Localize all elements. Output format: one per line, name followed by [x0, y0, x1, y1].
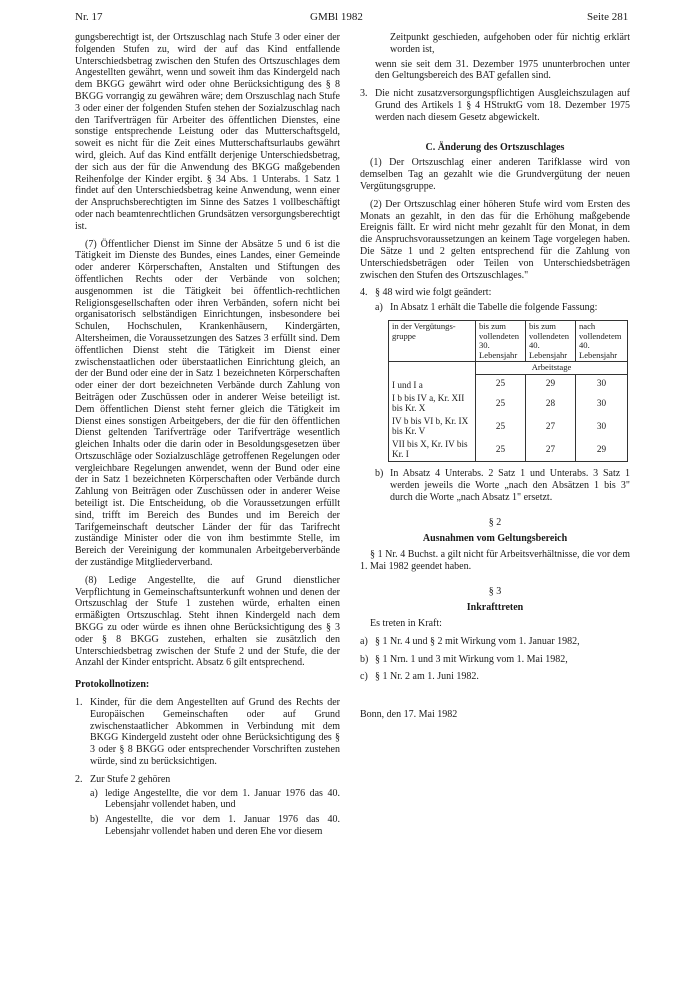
section-c-paragraph-1: (1) Der Ortszuschlag einer anderen Tarifklasse wird von demselben Tag an gezahlt wie die Grundvergütung der neuen Vergütungsgruppe.	[360, 157, 630, 192]
table-header-over-40: nach vollendetem 40. Lebensjahr	[575, 320, 627, 361]
section-3-item-c-letter: c)	[360, 671, 368, 683]
signature-date: Bonn, den 17. Mai 1982	[360, 709, 458, 721]
section-3-item-a-text: § 1 Nr. 4 und § 2 mit Wirkung vom 1. Januar 1982,	[375, 635, 580, 647]
table-header-age-40: bis zum vollendeten 40. Lebensjahr	[525, 320, 575, 361]
journal-title: GMBl 1982	[310, 11, 363, 23]
section-3-item-c-text: § 1 Nr. 2 am 1. Juni 1982.	[375, 671, 479, 683]
table-cell-value: 30	[575, 415, 627, 438]
paragraph-8: (8) Ledige Angestellte, die auf Grund dienstlicher Verpflichtung in Gemeinschaftsunterkunft wohnen und denen der Ortszuschlag der Stufe 1 zustehen würde, erhalten einen ermäßigten Ortszuschlag. Steht ihnen Kindergeld nach dem BKGG zu oder würde es ihnen ohne Berücksichtigung des § 3 oder § 8 BKGG zustehen, erhalten sie zusätzlich den Unterschiedsbetrag zwischen der Stufe 2 und der Stufe, die der Anzahl der Kinder entspricht. Absatz 6 gilt entsprechend.	[75, 574, 340, 669]
table-cell-value: 25	[476, 374, 526, 392]
item-4a-letter: a)	[375, 302, 383, 314]
section-2-number: § 2	[488, 517, 502, 529]
item-4-number: 4.	[360, 287, 368, 299]
note-2a	[75, 788, 340, 812]
table-cell-group: I und I a	[389, 374, 476, 392]
table-cell-value: 29	[575, 438, 627, 462]
item-4a-text: In Absatz 1 erhält die Tabelle die folgende Fassung:	[390, 302, 598, 314]
section-3-item-b	[360, 654, 630, 666]
item-4	[360, 287, 630, 299]
table-header-group: in der Vergütungs-gruppe	[389, 320, 476, 361]
note-3-text: Die nicht zusatzversorgungspflichtigen Ausgleichszulagen auf Grund des Artikels 1 § 4 HStruktG vom 18. Dezember 1975 werden nach diesem Gesetz abgewickelt.	[375, 88, 630, 123]
left-column	[75, 32, 340, 838]
note-2-text: Zur Stufe 2 gehören	[90, 773, 171, 785]
table-group-spacer	[389, 362, 476, 375]
item-4a	[360, 302, 630, 314]
section-c-paragraph-2: (2) Der Ortszuschlag einer höheren Stufe wird vom Ersten des Monats an gezahlt, in den das für die Erhöhung maßgebende Ereignis fällt. Er wird nicht mehr gezahlt für den Monat, in dem die Anspruchsvoraussetzungen an keinem Tage vorgelegen haben. Die Sätze 1 und 2 gelten entsprechend für die Zahlung von Unterschiedsbeträgen oder Teilen von Unterschiedsbeträgen zwischen den Stufen des Ortszuschlages."	[360, 198, 630, 281]
note-1	[75, 697, 340, 768]
section-c-heading: C. Änderung des Ortszuschlages	[425, 141, 565, 153]
note-2-closing: wenn sie seit dem 31. Dezember 1975 ununterbrochen unter den Geltungsbereich des BAT gefallen sind.	[375, 58, 630, 82]
protocol-notes-heading: Protokollnotizen:	[75, 679, 150, 691]
table-row	[389, 438, 628, 462]
table-unit-label: Arbeitstage	[476, 362, 628, 375]
section-3-item-b-text: § 1 Nrn. 1 und 3 mit Wirkung vom 1. Mai 1982,	[375, 653, 568, 665]
note-3-number: 3.	[360, 88, 368, 100]
section-2-text: § 1 Nr. 4 Buchst. a gilt nicht für Arbeitsverhältnisse, die vor dem 1. Mai 1982 geendet haben.	[360, 548, 630, 572]
table-cell-value: 27	[525, 438, 575, 462]
note-2a-text: ledige Angestellte, die vor dem 1. Januar 1976 das 40. Lebensjahr vollendet haben, und	[105, 787, 340, 811]
note-2	[75, 774, 340, 786]
section-3-item-a	[360, 636, 630, 648]
note-2b	[75, 814, 340, 838]
note-1-text: Kinder, für die dem Angestellten auf Grund des Rechts der Europäischen Gemeinschaften oder auf Grund zwischenstaatlicher Abkommen in Verbindung mit dem BKGG Kindergeld zusteht oder ohne Berücksichtigung des § 3 oder § 8 BKGG oder entsprechender Vorschriften zustehen würde, sind zu berücksichtigen.	[90, 697, 340, 768]
issue-number: Nr. 17	[75, 11, 103, 23]
note-2-number: 2.	[75, 773, 83, 785]
note-3	[360, 88, 630, 123]
table-header-age-30: bis zum vollendeten 30. Lebensjahr	[476, 320, 526, 361]
section-3-number: § 3	[488, 586, 502, 598]
section-3-item-b-letter: b)	[360, 653, 369, 665]
item-4-text: § 48 wird wie folgt geändert:	[375, 287, 492, 299]
table-cell-value: 30	[575, 374, 627, 392]
table-cell-value: 25	[476, 415, 526, 438]
table-cell-value: 25	[476, 392, 526, 415]
table-row	[389, 392, 628, 415]
section-3-intro: Es treten in Kraft:	[370, 618, 442, 630]
section-2-title: Ausnahmen vom Geltungsbereich	[422, 533, 568, 545]
table-cell-value: 29	[525, 374, 575, 392]
table-cell-group: VII bis X, Kr. IV bis Kr. I	[389, 438, 476, 462]
table-cell-group: I b bis IV a, Kr. XII bis Kr. X	[389, 392, 476, 415]
note-2a-letter: a)	[90, 787, 98, 799]
vacation-days-table	[388, 320, 628, 462]
note-1-number: 1.	[75, 697, 83, 709]
right-column	[360, 32, 630, 721]
table-row	[389, 374, 628, 392]
note-2b-continued: Zeitpunkt geschieden, aufgehoben oder für nichtig erklärt worden ist,	[390, 32, 630, 55]
item-4b-letter: b)	[375, 467, 384, 479]
table-cell-group: IV b bis VI b, Kr. IX bis Kr. V	[389, 415, 476, 438]
paragraph-7: (7) Öffentlicher Dienst im Sinne der Absätze 5 und 6 ist die Tätigkeit im Dienste des Bundes, eines Landes, einer Gemeinde oder anderer Körperschaften, Anstalten und Stiftungen des öffentlichen Rechts oder der Verbände von solchen; ausgenommen ist die Tätigkeit bei öffentlich-rechtlichen Religionsgesellschaften oder ihren Verbänden, sofern nicht bei organisatorisch selbständigen Einrichtungen, insbesondere bei Schulen, Hochschulen, Krankenhäusern, Kindergärten, Altersheimen, die Voraussetzungen des Satzes 3 erfüllt sind. Dem öffentlichen Dienst steht die Tätigkeit im Dienst einer zwischenstaatlichen oder überstaatlichen Einrichtung gleich, an der der Bund oder eine der in Satz 1 bezeichneten Körperschaften oder einer der dort bezeichneten Verbände durch Zahlung von Beiträgen oder Zuschüssen oder in anderer Weise beteiligt ist. Dem öffentlichen Dienst steht ferner gleich die Tätigkeit im Dienst eines sonstigen Arbeitgebers, der die für den öffentlichen Dienst geltenden Tarifverträge oder Tarifverträge wesentlich gleichen Inhalts oder die darin oder in Besoldungsgesetzen über Ortszuschläge oder Sozialzuschläge getroffenen Regelungen oder vergleichbare Regelungen anwendet, wenn der Bund oder eine der in Satz 1 bezeichneten Körperschaften oder Verbände durch Zahlung von Beiträgen oder Zuschüssen oder in anderer Weise beteiligt ist. Die Entscheidung, ob die Voraussetzungen erfüllt sind, trifft im Bereich des Bundes und im Bereich der Tarifgemeinschaft deutscher Länder der für das Tarifrecht zuständige Minister oder die von ihm bestimmte Stelle, im Bereich der Vereinigung der kommunalen Arbeitgeberverbände der zuständige Mitgliederverband.	[75, 238, 340, 569]
table-cell-value: 25	[476, 438, 526, 462]
section-3-item-c	[360, 671, 630, 683]
note-2b-text: Angestellte, die vor dem 1. Januar 1976 das 40. Lebensjahr vollendet haben und deren Ehe vor diesem	[105, 814, 340, 837]
item-4b-text: In Absatz 4 Unterabs. 2 Satz 1 und Unterabs. 3 Satz 1 werden jeweils die Worte „nach den Absätzen 1 bis 3" durch die Worte „nach Absatz 1" ersetzt.	[390, 467, 630, 503]
table-cell-value: 30	[575, 392, 627, 415]
section-3-item-a-letter: a)	[360, 635, 368, 647]
section-3-title: Inkrafttreten	[466, 602, 524, 614]
table-cell-value: 28	[525, 392, 575, 415]
page-number: Seite 281	[587, 11, 629, 23]
paragraph-continued: gungsberechtigt ist, der Ortszuschlag nach Stufe 3 oder einer der folgenden Stufen zu, wird der auf das Kind entfallende Unterschiedsbetrag zwischen den Stufen des Ortszuschlages dem Angestellten gewährt, wenn und soweit ihm das Kindergeld nach dem BKGG gewährt wird oder ohne Berücksichtigung des § 8 BKGG vorrangig zu gewähren wäre; dem Orszuschlag nach Stufe 3 oder einer der folgenden Stufen stehen der Sozialzuschlag nach den Tarifverträgen für Arbeiter des öffentlichen Dienstes, eine sonstige entsprechende Leistung oder das Mutterschaftsgeld, soweit es nicht für die Zeit eines Mutterschaftsurlaubs gewährt wird, gleich. Auf das Kind entfällt derjenige Unterschiedsbetrag, der sich aus der für die Anwendung des BKGG maßgebenden Reihenfolge der Kinder ergibt. § 34 Abs. 1 Unterabs. 1 Satz 1 findet auf den Unterschiedsbetrag keine Anwendung, wenn einer der Anspruchsberechtigten im Sinne des Satzes 1 vollbeschäftigt oder nach beamtenrechtlichen Grundsätzen versorgungsberechtigt ist.	[75, 32, 340, 232]
note-2b-letter: b)	[90, 814, 99, 826]
table-row	[389, 415, 628, 438]
item-4b	[360, 468, 630, 503]
table-cell-value: 27	[525, 415, 575, 438]
